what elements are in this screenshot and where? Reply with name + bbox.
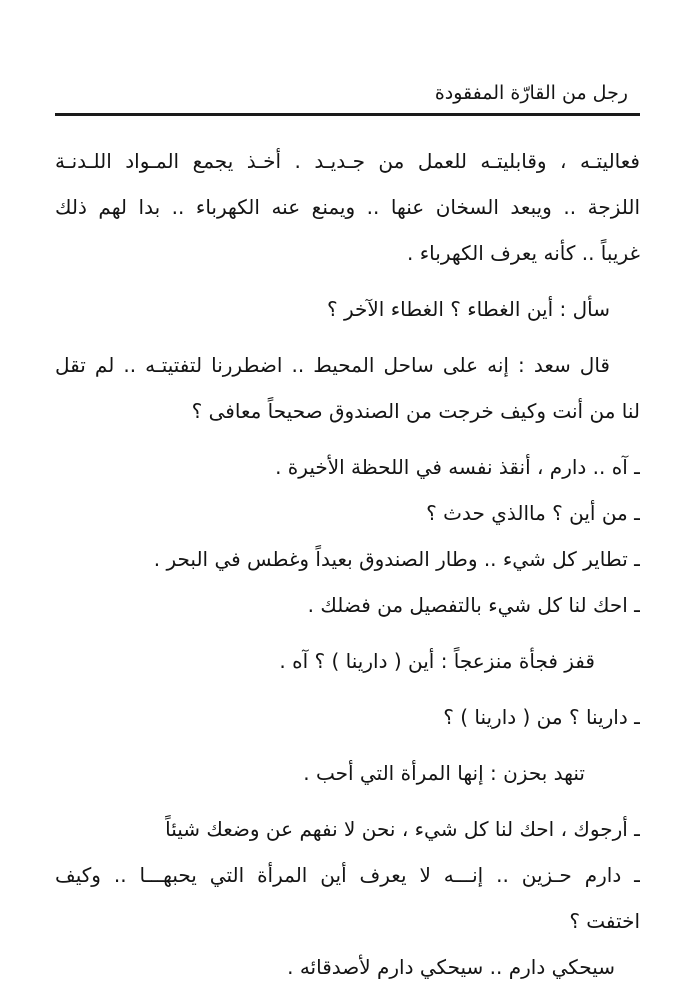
dialogue-line: ـ من أين ؟ ماالذي حدث ؟: [426, 501, 640, 525]
text-line: غريباً .. كأنه يعرف الكهرباء .: [407, 241, 640, 265]
text-line: سأل : أين الغطاء ؟ الغطاء الآخر ؟: [327, 297, 610, 321]
text-line: سيحكي دارم .. سيحكي دارم لأصدقائه .: [287, 955, 615, 979]
dialogue-line: ـ احك لنا كل شيء بالتفصيل من فضلك .: [307, 593, 640, 617]
dialogue-line: ـ دارم حـزين .. إنـــه لا يعرف أين المرأة التي يحبهـــا .. وكيف: [55, 863, 640, 887]
dialogue-line: ـ تطاير كل شيء .. وطار الصندوق بعيداً وغطس في البحر .: [153, 547, 640, 571]
page-body: [55, 138, 640, 990]
text-line: قال سعد : إنه على ساحل المحيط .. اضطررنا لتفتيتـه .. لم تقل: [55, 353, 610, 377]
dialogue-line: ـ أرجوك ، احك لنا كل شيء ، نحن لا نفهم عن وضعك شيئاً: [165, 817, 640, 841]
text-line: قفز فجأة منزعجاً : أين ( دارينا ) ؟ آه .: [279, 649, 595, 673]
dialogue-line: ـ آه .. دارم ، أنقذ نفسه في اللحظة الأخيرة .: [275, 455, 640, 479]
text-line: فعاليتـه ، وقابليتـه للعمل من جـديـد . أخـذ يجمع المـواد اللـدنـة: [55, 149, 640, 173]
dialogue-line: ـ دارينا ؟ من ( دارينا ) ؟: [443, 705, 640, 729]
header-divider: [55, 113, 640, 116]
text-line: اختفت ؟: [569, 909, 640, 933]
text-line: لنا من أنت وكيف خرجت من الصندوق صحيحاً معافى ؟: [191, 399, 640, 423]
text-line: تنهد بحزن : إنها المرأة التي أحب .: [303, 761, 585, 785]
running-header-title: رجل من القارّة المفقودة: [434, 82, 628, 104]
text-line: اللزجة .. ويبعد السخان عنها .. ويمنع عنه الكهرباء .. بدا لهم ذلك: [55, 195, 640, 219]
